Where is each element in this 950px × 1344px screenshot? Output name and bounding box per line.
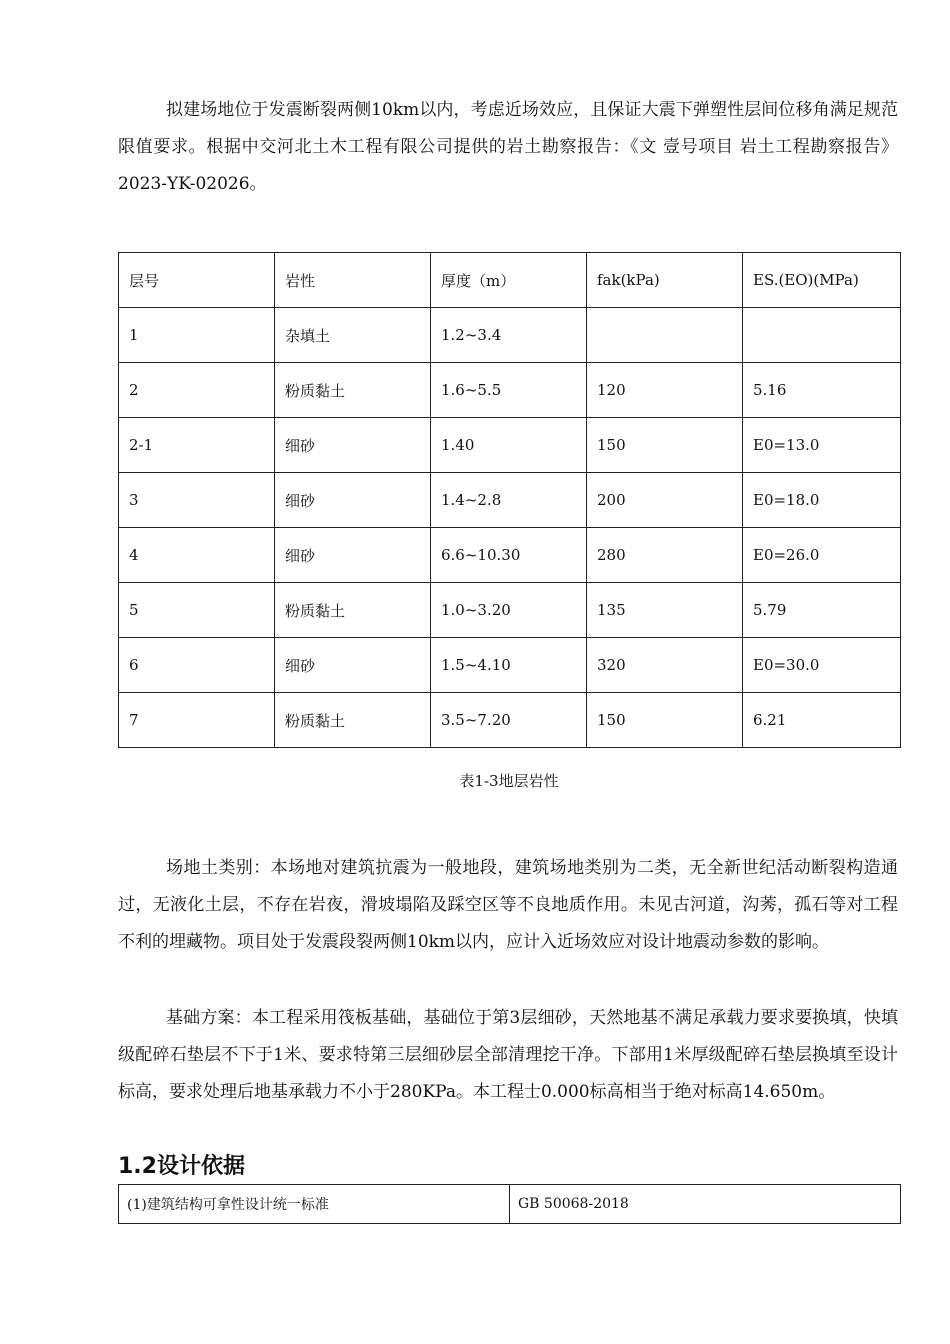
table-cell: 粉质黏土 — [275, 693, 431, 748]
header-cell-thickness: 厚度（m） — [431, 253, 587, 308]
table-cell: 细砂 — [275, 638, 431, 693]
table-cell: 4 — [119, 528, 275, 583]
table-cell: 5.79 — [743, 583, 901, 638]
table-cell: E0=13.0 — [743, 418, 901, 473]
table-row — [119, 308, 901, 363]
table-row — [119, 473, 901, 528]
table-cell: 1.6~5.5 — [431, 363, 587, 418]
table-cell: 200 — [587, 473, 743, 528]
table-cell: 杂填土 — [275, 308, 431, 363]
table-caption: 表1-3地层岩性 — [459, 772, 559, 790]
table-cell: 1 — [119, 308, 275, 363]
table-cell: 1.5~4.10 — [431, 638, 587, 693]
table-row — [119, 418, 901, 473]
paragraph-foundation-plan: 基础方案：本工程采用筏板基础，基础位于第3层细砂，天然地基不满足承载力要求要换填，快填级配碎石垫层不下于1米、要求特第三层细砂层全部清理挖干净。下部用1米厚级配碎石垫层换填至设计标高，要求处理后地基承载力不小于280KPa。本工程士0.000标高相当于绝对标高14.650m。 — [118, 1008, 898, 1102]
table-cell: 1.4~2.8 — [431, 473, 587, 528]
table-cell: 3 — [119, 473, 275, 528]
table-row — [119, 638, 901, 693]
table-cell: 6 — [119, 638, 275, 693]
table-cell: 2-1 — [119, 418, 275, 473]
table-cell: 280 — [587, 528, 743, 583]
table-cell — [743, 308, 901, 363]
table-cell: 细砂 — [275, 418, 431, 473]
paragraph-site-location: 拟建场地位于发震断裂两侧10km以内，考虑近场效应，且保证大震下弹塑性层间位移角满足规范限值要求。根据中交河北土木工程有限公司提供的岩土勘察报告：《文 壹号项目 岩土工程勘察报告》2023-YK-02026。 — [118, 100, 898, 194]
table-row — [119, 1185, 901, 1224]
strata-table — [118, 252, 901, 748]
table-cell: 5.16 — [743, 363, 901, 418]
table-cell: 细砂 — [275, 473, 431, 528]
table-cell: 1.0~3.20 — [431, 583, 587, 638]
table-cell: 120 — [587, 363, 743, 418]
table-cell: 6.6~10.30 — [431, 528, 587, 583]
table-cell: 7 — [119, 693, 275, 748]
table-cell: 5 — [119, 583, 275, 638]
design-basis-table — [118, 1184, 901, 1224]
table-cell: 粉质黏土 — [275, 583, 431, 638]
table-cell: 6.21 — [743, 693, 901, 748]
table-cell: 2 — [119, 363, 275, 418]
header-cell-lithology: 岩性 — [275, 253, 431, 308]
table-cell: 150 — [587, 418, 743, 473]
table-cell: E0=18.0 — [743, 473, 901, 528]
table-cell: E0=30.0 — [743, 638, 901, 693]
table-row — [119, 363, 901, 418]
header-cell-layer-no: 层号 — [119, 253, 275, 308]
table-cell: 135 — [587, 583, 743, 638]
table-cell: 1.40 — [431, 418, 587, 473]
table-cell: 320 — [587, 638, 743, 693]
table-cell — [587, 308, 743, 363]
table-cell: 粉质黏土 — [275, 363, 431, 418]
table-header-row — [119, 253, 901, 308]
table-cell: 1.2~3.4 — [431, 308, 587, 363]
paragraph-site-soil-class: 场地土类别：本场地对建筑抗震为一般地段，建筑场地类别为二类，无全新世纪活动断裂构造通过，无液化土层，不存在岩夜，滑坡塌陷及踩空区等不良地质作用。未见古河道，沟莠，孤石等对工程不利的埋藏物。项目处于发震段裂两侧10km以内，应计入近场效应对设计地震动参数的影响。 — [118, 858, 898, 952]
table-cell: 3.5~7.20 — [431, 693, 587, 748]
table-row — [119, 583, 901, 638]
header-cell-es: ES.(EO)(MPa) — [743, 253, 901, 308]
standard-name-cell: (1)建筑结构可拿性设计统一标准 — [119, 1185, 510, 1224]
header-cell-fak: fak(kPa) — [587, 253, 743, 308]
table-row — [119, 693, 901, 748]
table-cell: 150 — [587, 693, 743, 748]
standard-code-cell: GB 50068-2018 — [510, 1185, 901, 1224]
table-cell: E0=26.0 — [743, 528, 901, 583]
table-cell: 细砂 — [275, 528, 431, 583]
table-row — [119, 528, 901, 583]
section-heading: 1.2设计依据 — [118, 1154, 245, 1179]
